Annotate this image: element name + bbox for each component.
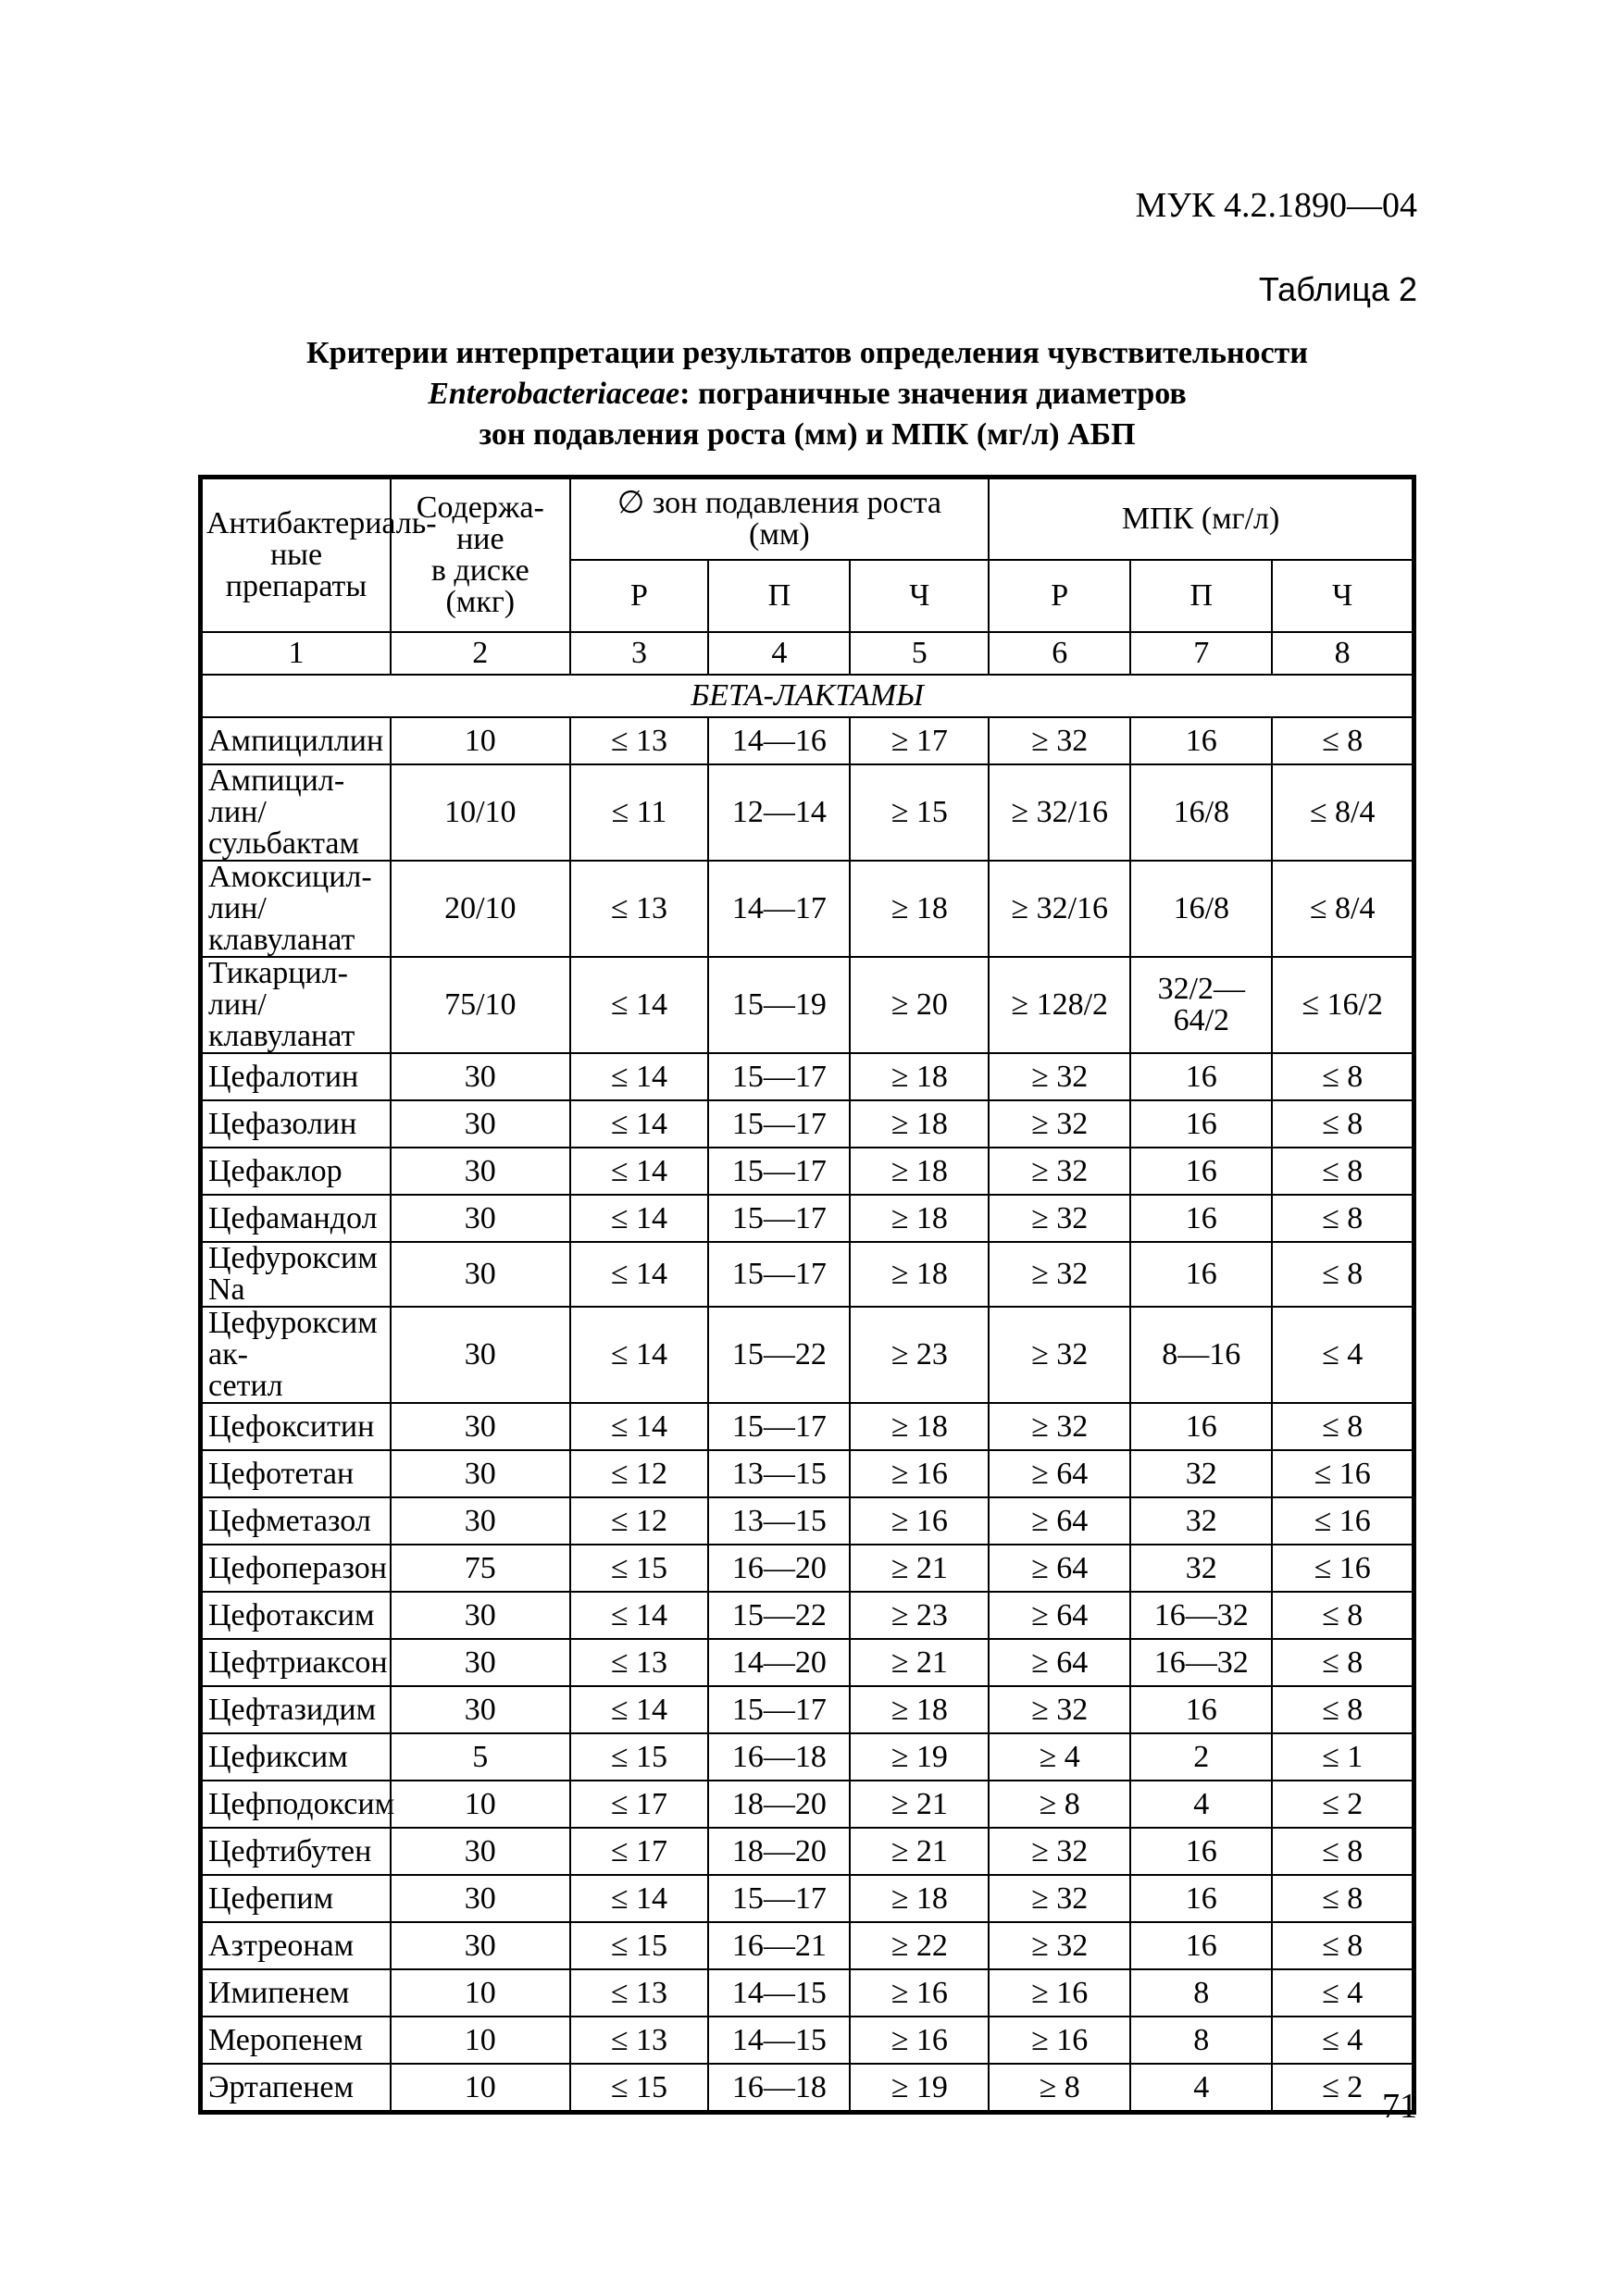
zone-ch-cell: ≥ 21 <box>850 1545 989 1592</box>
zone-r-cell: ≤ 14 <box>570 957 709 1053</box>
zone-p-cell: 15—22 <box>708 1307 850 1403</box>
table-row <box>201 861 1414 957</box>
zone-ch-cell: ≥ 20 <box>850 957 989 1053</box>
mic-r-cell: ≥ 32/16 <box>989 764 1130 861</box>
mic-r-cell: ≥ 8 <box>989 2064 1130 2113</box>
mic-p-cell: 8—16 <box>1130 1307 1272 1403</box>
table-row <box>201 1053 1414 1100</box>
disk-content-cell: 30 <box>391 1639 570 1686</box>
mic-p-cell: 16/8 <box>1130 764 1272 861</box>
mic-p-cell: 8 <box>1130 1969 1272 2017</box>
table-body <box>201 478 1414 2113</box>
title-line-2-rest: : пограничные значения диаметров <box>679 377 1187 411</box>
zone-p-cell: 15—17 <box>708 1875 850 1922</box>
mic-ch-cell: ≤ 8/4 <box>1272 764 1414 861</box>
zone-ch-cell: ≥ 21 <box>850 1781 989 1828</box>
drug-name-cell: Азтреонам <box>201 1922 392 1969</box>
zone-ch-cell: ≥ 18 <box>850 1100 989 1148</box>
mic-ch-cell: ≤ 8 <box>1272 1875 1414 1922</box>
drug-name-cell: Ампициллин <box>201 717 392 764</box>
drug-name-cell: Ампицил- лин/сульбактам <box>201 764 392 861</box>
header-zone-diameter: ∅ зон подавления роста (мм) <box>570 478 990 561</box>
zone-ch-cell: ≥ 16 <box>850 1497 989 1545</box>
disk-content-cell: 30 <box>391 1053 570 1100</box>
zone-r-cell: ≤ 17 <box>570 1828 709 1875</box>
zone-r-cell: ≤ 17 <box>570 1781 709 1828</box>
zone-r-cell: ≤ 14 <box>570 1592 709 1639</box>
header-zone-ch: Ч <box>850 560 989 632</box>
table-row <box>201 1875 1414 1922</box>
mic-r-cell: ≥ 32 <box>989 1686 1130 1733</box>
mic-r-cell: ≥ 32 <box>989 1148 1130 1195</box>
zone-ch-cell: ≥ 18 <box>850 1403 989 1450</box>
document-code: МУК 4.2.1890—04 <box>1135 186 1417 225</box>
mic-r-cell: ≥ 32 <box>989 1307 1130 1403</box>
mic-ch-cell: ≤ 8 <box>1272 1592 1414 1639</box>
header-mic-ch: Ч <box>1272 560 1414 632</box>
zone-r-cell: ≤ 13 <box>570 717 709 764</box>
mic-p-cell: 16 <box>1130 1875 1272 1922</box>
disk-content-cell: 30 <box>391 1686 570 1733</box>
disk-content-cell: 30 <box>391 1242 570 1307</box>
zone-r-cell: ≤ 15 <box>570 1545 709 1592</box>
zone-ch-cell: ≥ 17 <box>850 717 989 764</box>
zone-p-cell: 15—17 <box>708 1148 850 1195</box>
disk-content-cell: 10/10 <box>391 764 570 861</box>
mic-ch-cell: ≤ 16 <box>1272 1545 1414 1592</box>
zone-ch-cell: ≥ 18 <box>850 1686 989 1733</box>
header-mic: МПК (мг/л) <box>989 478 1414 561</box>
table-row <box>201 1148 1414 1195</box>
table-row <box>201 1545 1414 1592</box>
zone-r-cell: ≤ 15 <box>570 2064 709 2113</box>
mic-r-cell: ≥ 64 <box>989 1450 1130 1497</box>
header-mic-r: Р <box>989 560 1130 632</box>
drug-name-cell: Цефуроксим ак- сетил <box>201 1307 392 1403</box>
disk-content-cell: 30 <box>391 1195 570 1242</box>
mic-r-cell: ≥ 32 <box>989 1053 1130 1100</box>
mic-ch-cell: ≤ 8 <box>1272 1148 1414 1195</box>
disk-content-cell: 30 <box>391 1497 570 1545</box>
mic-p-cell: 4 <box>1130 1781 1272 1828</box>
header-row-1 <box>201 478 1414 561</box>
zone-p-cell: 13—15 <box>708 1450 850 1497</box>
mic-ch-cell: ≤ 8 <box>1272 1922 1414 1969</box>
zone-p-cell: 14—15 <box>708 2017 850 2064</box>
zone-p-cell: 15—19 <box>708 957 850 1053</box>
mic-r-cell: ≥ 64 <box>989 1545 1130 1592</box>
zone-r-cell: ≤ 14 <box>570 1053 709 1100</box>
disk-content-cell: 30 <box>391 1922 570 1969</box>
table-label: Таблица 2 <box>1258 270 1417 308</box>
zone-p-cell: 15—17 <box>708 1053 850 1100</box>
disk-content-cell: 5 <box>391 1733 570 1781</box>
zone-p-cell: 18—20 <box>708 1828 850 1875</box>
criteria-table <box>198 475 1416 2115</box>
col-number: 3 <box>570 632 709 675</box>
mic-p-cell: 16 <box>1130 1828 1272 1875</box>
mic-ch-cell: ≤ 16 <box>1272 1497 1414 1545</box>
header-drug: Антибактериаль- ные препараты <box>201 478 392 633</box>
col-number: 8 <box>1272 632 1414 675</box>
zone-r-cell: ≤ 14 <box>570 1307 709 1403</box>
mic-p-cell: 16 <box>1130 1195 1272 1242</box>
drug-name-cell: Цефокситин <box>201 1403 392 1450</box>
col-number: 7 <box>1130 632 1272 675</box>
mic-p-cell: 16—32 <box>1130 1592 1272 1639</box>
zone-p-cell: 14—16 <box>708 717 850 764</box>
header-zone-p: П <box>708 560 850 632</box>
table-row <box>201 1733 1414 1781</box>
zone-r-cell: ≤ 15 <box>570 1922 709 1969</box>
mic-p-cell: 16 <box>1130 1100 1272 1148</box>
drug-name-cell: Амоксицил- лин/клавуланат <box>201 861 392 957</box>
disk-content-cell: 75 <box>391 1545 570 1592</box>
zone-r-cell: ≤ 11 <box>570 764 709 861</box>
mic-ch-cell: ≤ 8 <box>1272 1686 1414 1733</box>
mic-p-cell: 16 <box>1130 1922 1272 1969</box>
drug-name-cell: Цефиксим <box>201 1733 392 1781</box>
mic-r-cell: ≥ 64 <box>989 1592 1130 1639</box>
zone-p-cell: 15—17 <box>708 1242 850 1307</box>
col-number: 5 <box>850 632 989 675</box>
title-line-3: зон подавления роста (мм) и МПК (мг/л) АБП <box>479 417 1136 452</box>
mic-ch-cell: ≤ 8 <box>1272 1053 1414 1100</box>
disk-content-cell: 30 <box>391 1403 570 1450</box>
mic-p-cell: 16/8 <box>1130 861 1272 957</box>
mic-p-cell: 16 <box>1130 1403 1272 1450</box>
mic-ch-cell: ≤ 2 <box>1272 2064 1414 2113</box>
drug-name-cell: Цефоперазон <box>201 1545 392 1592</box>
mic-p-cell: 16—32 <box>1130 1639 1272 1686</box>
table-row <box>201 1242 1414 1307</box>
drug-name-cell: Цефепим <box>201 1875 392 1922</box>
col-number: 1 <box>201 632 392 675</box>
mic-ch-cell: ≤ 4 <box>1272 1307 1414 1403</box>
disk-content-cell: 75/10 <box>391 957 570 1053</box>
zone-ch-cell: ≥ 18 <box>850 1875 989 1922</box>
drug-name-cell: Цефаклор <box>201 1148 392 1195</box>
zone-ch-cell: ≥ 23 <box>850 1592 989 1639</box>
mic-ch-cell: ≤ 8 <box>1272 1828 1414 1875</box>
zone-ch-cell: ≥ 21 <box>850 1639 989 1686</box>
zone-ch-cell: ≥ 22 <box>850 1922 989 1969</box>
mic-r-cell: ≥ 64 <box>989 1639 1130 1686</box>
zone-p-cell: 16—18 <box>708 1733 850 1781</box>
zone-p-cell: 16—18 <box>708 2064 850 2113</box>
zone-ch-cell: ≥ 21 <box>850 1828 989 1875</box>
disk-content-cell: 30 <box>391 1450 570 1497</box>
mic-ch-cell: ≤ 8 <box>1272 717 1414 764</box>
table-row <box>201 957 1414 1053</box>
zone-p-cell: 15—17 <box>708 1100 850 1148</box>
table-row <box>201 1781 1414 1828</box>
mic-r-cell: ≥ 32 <box>989 1403 1130 1450</box>
mic-ch-cell: ≤ 8 <box>1272 1639 1414 1686</box>
title-line-2 <box>198 374 1416 415</box>
zone-r-cell: ≤ 14 <box>570 1875 709 1922</box>
zone-r-cell: ≤ 14 <box>570 1403 709 1450</box>
zone-p-cell: 15—17 <box>708 1686 850 1733</box>
zone-ch-cell: ≥ 19 <box>850 1733 989 1781</box>
mic-r-cell: ≥ 32 <box>989 1100 1130 1148</box>
zone-r-cell: ≤ 12 <box>570 1497 709 1545</box>
zone-r-cell: ≤ 14 <box>570 1686 709 1733</box>
drug-name-cell: Цефалотин <box>201 1053 392 1100</box>
mic-r-cell: ≥ 16 <box>989 1969 1130 2017</box>
zone-ch-cell: ≥ 18 <box>850 861 989 957</box>
zone-ch-cell: ≥ 16 <box>850 2017 989 2064</box>
mic-ch-cell: ≤ 4 <box>1272 2017 1414 2064</box>
table-row <box>201 1195 1414 1242</box>
zone-ch-cell: ≥ 15 <box>850 764 989 861</box>
mic-p-cell: 32 <box>1130 1497 1272 1545</box>
disk-content-cell: 30 <box>391 1148 570 1195</box>
mic-r-cell: ≥ 8 <box>989 1781 1130 1828</box>
table-row <box>201 1403 1414 1450</box>
mic-r-cell: ≥ 32 <box>989 1242 1130 1307</box>
table-row <box>201 2064 1414 2113</box>
zone-p-cell: 18—20 <box>708 1781 850 1828</box>
disk-content-cell: 30 <box>391 1307 570 1403</box>
table-row <box>201 717 1414 764</box>
mic-ch-cell: ≤ 1 <box>1272 1733 1414 1781</box>
zone-p-cell: 15—17 <box>708 1403 850 1450</box>
zone-p-cell: 12—14 <box>708 764 850 861</box>
zone-p-cell: 15—22 <box>708 1592 850 1639</box>
table-row <box>201 1828 1414 1875</box>
mic-r-cell: ≥ 32 <box>989 1828 1130 1875</box>
drug-name-cell: Имипенем <box>201 1969 392 2017</box>
header-mic-p: П <box>1130 560 1272 632</box>
mic-r-cell: ≥ 32 <box>989 1195 1130 1242</box>
mic-r-cell: ≥ 64 <box>989 1497 1130 1545</box>
mic-r-cell: ≥ 4 <box>989 1733 1130 1781</box>
disk-content-cell: 10 <box>391 2064 570 2113</box>
drug-name-cell: Тикарцил- лин/клавуланат <box>201 957 392 1053</box>
disk-content-cell: 10 <box>391 717 570 764</box>
mic-r-cell: ≥ 32/16 <box>989 861 1130 957</box>
mic-ch-cell: ≤ 8/4 <box>1272 861 1414 957</box>
zone-ch-cell: ≥ 18 <box>850 1195 989 1242</box>
table-row <box>201 1100 1414 1148</box>
mic-p-cell: 2 <box>1130 1733 1272 1781</box>
table-title <box>198 333 1416 455</box>
mic-ch-cell: ≤ 8 <box>1272 1100 1414 1148</box>
drug-name-cell: Цефтриаксон <box>201 1639 392 1686</box>
zone-ch-cell: ≥ 18 <box>850 1242 989 1307</box>
zone-ch-cell: ≥ 19 <box>850 2064 989 2113</box>
mic-ch-cell: ≤ 8 <box>1272 1195 1414 1242</box>
table-row <box>201 1497 1414 1545</box>
section-title: БЕТА-ЛАКТАМЫ <box>201 675 1414 717</box>
disk-content-cell: 30 <box>391 1828 570 1875</box>
table-row <box>201 1922 1414 1969</box>
disk-content-cell: 20/10 <box>391 861 570 957</box>
disk-content-cell: 30 <box>391 1875 570 1922</box>
column-number-row <box>201 632 1414 675</box>
section-row <box>201 675 1414 717</box>
zone-p-cell: 14—20 <box>708 1639 850 1686</box>
drug-name-cell: Цефазолин <box>201 1100 392 1148</box>
header-zone-r: Р <box>570 560 709 632</box>
mic-p-cell: 16 <box>1130 1242 1272 1307</box>
zone-ch-cell: ≥ 16 <box>850 1450 989 1497</box>
table-row <box>201 1639 1414 1686</box>
zone-r-cell: ≤ 14 <box>570 1242 709 1307</box>
zone-r-cell: ≤ 13 <box>570 1969 709 2017</box>
mic-ch-cell: ≤ 16 <box>1272 1450 1414 1497</box>
mic-r-cell: ≥ 32 <box>989 717 1130 764</box>
zone-p-cell: 14—17 <box>708 861 850 957</box>
mic-ch-cell: ≤ 8 <box>1272 1242 1414 1307</box>
table-row <box>201 1969 1414 2017</box>
mic-p-cell: 4 <box>1130 2064 1272 2113</box>
zone-p-cell: 14—15 <box>708 1969 850 2017</box>
zone-r-cell: ≤ 13 <box>570 2017 709 2064</box>
table-row <box>201 1450 1414 1497</box>
zone-p-cell: 16—20 <box>708 1545 850 1592</box>
col-number: 6 <box>989 632 1130 675</box>
zone-p-cell: 13—15 <box>708 1497 850 1545</box>
zone-ch-cell: ≥ 23 <box>850 1307 989 1403</box>
mic-r-cell: ≥ 16 <box>989 2017 1130 2064</box>
drug-name-cell: Цефуроксим Na <box>201 1242 392 1307</box>
mic-p-cell: 16 <box>1130 717 1272 764</box>
zone-ch-cell: ≥ 18 <box>850 1148 989 1195</box>
zone-r-cell: ≤ 14 <box>570 1148 709 1195</box>
mic-ch-cell: ≤ 2 <box>1272 1781 1414 1828</box>
title-line-1: Критерии интерпретации результатов определения чувствительности <box>306 336 1308 370</box>
title-italic-term: Enterobacteriaceae <box>428 377 680 411</box>
page-number: 71 <box>1382 2087 1417 2126</box>
zone-r-cell: ≤ 12 <box>570 1450 709 1497</box>
mic-p-cell: 32/2— 64/2 <box>1130 957 1272 1053</box>
mic-ch-cell: ≤ 4 <box>1272 1969 1414 2017</box>
disk-content-cell: 30 <box>391 1592 570 1639</box>
table-row <box>201 1686 1414 1733</box>
drug-name-cell: Цефтазидим <box>201 1686 392 1733</box>
drug-name-cell: Цефметазол <box>201 1497 392 1545</box>
zone-p-cell: 15—17 <box>708 1195 850 1242</box>
mic-p-cell: 16 <box>1130 1148 1272 1195</box>
mic-ch-cell: ≤ 8 <box>1272 1403 1414 1450</box>
table-row <box>201 764 1414 861</box>
zone-ch-cell: ≥ 16 <box>850 1969 989 2017</box>
mic-p-cell: 16 <box>1130 1053 1272 1100</box>
drug-name-cell: Цефподоксим <box>201 1781 392 1828</box>
zone-r-cell: ≤ 14 <box>570 1195 709 1242</box>
zone-p-cell: 16—21 <box>708 1922 850 1969</box>
table-row <box>201 1592 1414 1639</box>
disk-content-cell: 30 <box>391 1100 570 1148</box>
mic-p-cell: 8 <box>1130 2017 1272 2064</box>
header-disk-content: Содержа- ние в диске (мкг) <box>391 478 570 633</box>
mic-p-cell: 32 <box>1130 1450 1272 1497</box>
mic-r-cell: ≥ 32 <box>989 1922 1130 1969</box>
zone-r-cell: ≤ 13 <box>570 1639 709 1686</box>
mic-r-cell: ≥ 128/2 <box>989 957 1130 1053</box>
zone-r-cell: ≤ 15 <box>570 1733 709 1781</box>
drug-name-cell: Меропенем <box>201 2017 392 2064</box>
disk-content-cell: 10 <box>391 1969 570 2017</box>
mic-r-cell: ≥ 32 <box>989 1875 1130 1922</box>
drug-name-cell: Цефамандол <box>201 1195 392 1242</box>
disk-content-cell: 10 <box>391 1781 570 1828</box>
mic-ch-cell: ≤ 16/2 <box>1272 957 1414 1053</box>
mic-p-cell: 32 <box>1130 1545 1272 1592</box>
col-number: 2 <box>391 632 570 675</box>
drug-name-cell: Цефотетан <box>201 1450 392 1497</box>
drug-name-cell: Цефотаксим <box>201 1592 392 1639</box>
table-row <box>201 2017 1414 2064</box>
col-number: 4 <box>708 632 850 675</box>
zone-r-cell: ≤ 14 <box>570 1100 709 1148</box>
zone-ch-cell: ≥ 18 <box>850 1053 989 1100</box>
drug-name-cell: Эртапенем <box>201 2064 392 2113</box>
drug-name-cell: Цефтибутен <box>201 1828 392 1875</box>
disk-content-cell: 10 <box>391 2017 570 2064</box>
table-row <box>201 1307 1414 1403</box>
zone-r-cell: ≤ 13 <box>570 861 709 957</box>
mic-p-cell: 16 <box>1130 1686 1272 1733</box>
